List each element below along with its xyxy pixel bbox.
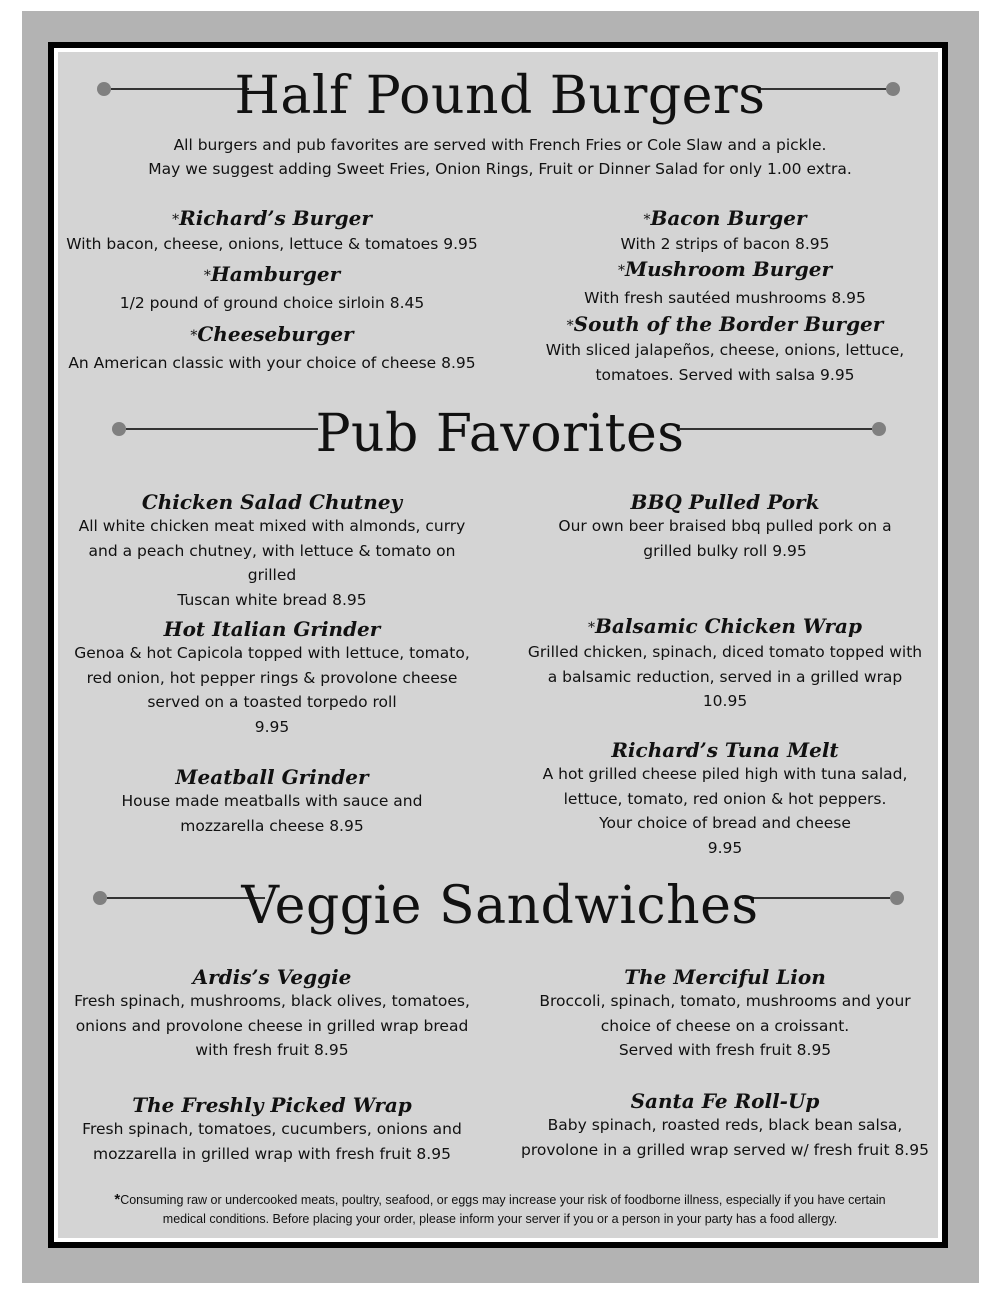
item-desc: 9.95: [707, 838, 743, 857]
section-title-pub-favorites: Pub Favorites: [315, 404, 685, 464]
item-name: [62, 322, 482, 348]
menu-item: [62, 965, 482, 1063]
item-desc: An American classic with your choice of cheese 8.95: [68, 354, 476, 372]
item-desc: onions and provolone cheese in grilled wrap bread: [75, 1016, 469, 1035]
footnote-line: [80, 1190, 920, 1210]
item-desc: a balsamic reduction, served in a grilled wrap: [547, 667, 903, 686]
section-title-veggie: Veggie Sandwiches: [241, 876, 759, 936]
menu-item: [520, 206, 930, 257]
item-title: Richard’s Burger: [179, 206, 372, 230]
allergy-star: *: [203, 268, 211, 284]
item-desc: Our own beer braised bbq pulled pork on a: [558, 517, 892, 535]
item-name: [520, 257, 930, 283]
menu-item: [520, 965, 930, 1063]
item-desc: served on a toasted torpedo roll: [147, 693, 397, 711]
menu-item: [62, 765, 482, 838]
intro-line: All burgers and pub favorites are served with French Fries or Cole Slaw and a pickle.: [173, 136, 827, 154]
menu-item: [62, 617, 482, 739]
item-desc: All white chicken meat mixed with almonds, curry: [78, 517, 466, 535]
allergy-footnote: [80, 1190, 920, 1229]
item-title: Cheeseburger: [197, 322, 354, 346]
item-desc: and a peach chutney, with lettuce & tomato on grilled: [88, 541, 456, 584]
menu-item: [520, 738, 930, 860]
item-title: Santa Fe Roll-Up: [630, 1089, 820, 1113]
allergy-star: *: [566, 318, 574, 334]
item-desc: Broccoli, spinach, tomato, mushrooms and your: [539, 992, 911, 1010]
item-title: The Freshly Picked Wrap: [132, 1093, 412, 1117]
menu-item: [62, 206, 482, 257]
item-title: South of the Border Burger: [573, 312, 884, 336]
item-title: Hot Italian Grinder: [163, 617, 381, 641]
item-desc: Genoa & hot Capicola topped with lettuce, tomato,: [74, 644, 470, 662]
item-desc: mozzarella cheese 8.95: [180, 816, 364, 835]
footnote-text: Consuming raw or undercooked meats, poultry, seafood, or eggs may increase your risk of foodborne illness, especially if you have certain: [120, 1193, 886, 1207]
item-desc: With sliced jalapeños, cheese, onions, lettuce,: [545, 341, 905, 359]
allergy-star: *: [588, 620, 596, 636]
item-title: Chicken Salad Chutney: [141, 490, 403, 514]
item-title: The Merciful Lion: [624, 965, 826, 989]
item-desc: 9.95: [254, 717, 290, 736]
item-title: Bacon Burger: [650, 206, 807, 230]
item-title: Meatball Grinder: [175, 765, 369, 789]
item-desc: mozzarella in grilled wrap with fresh fruit 8.95: [93, 1144, 451, 1163]
item-desc: tomatoes. Served with salsa 9.95: [595, 365, 855, 384]
item-title: Balsamic Chicken Wrap: [595, 614, 862, 638]
item-desc: choice of cheese on a croissant.: [600, 1016, 850, 1035]
allergy-star: *: [617, 263, 625, 279]
menu-item: [62, 322, 482, 376]
item-desc: Served with fresh fruit 8.95: [618, 1041, 832, 1059]
item-name: [520, 312, 930, 338]
section-title-burgers: Half Pound Burgers: [234, 66, 766, 126]
item-desc: with fresh fruit 8.95: [195, 1041, 349, 1059]
intro-line: May we suggest adding Sweet Fries, Onion Rings, Fruit or Dinner Salad for only 1.00 extra.: [148, 160, 852, 178]
menu-item: [62, 262, 482, 316]
item-desc: House made meatballs with sauce and: [121, 792, 423, 810]
menu-item: [520, 257, 930, 311]
item-name: [62, 262, 482, 288]
item-desc: Fresh spinach, tomatoes, cucumbers, onions and: [82, 1120, 462, 1138]
item-desc: 1/2 pound of ground choice sirloin 8.45: [119, 294, 425, 312]
item-desc: red onion, hot pepper rings & provolone cheese: [86, 668, 458, 687]
menu-item: [505, 1089, 945, 1162]
item-desc: With 2 strips of bacon 8.95: [620, 235, 830, 253]
footnote-star: *: [114, 1191, 121, 1208]
item-desc: Your choice of bread and cheese: [599, 814, 851, 832]
item-name: [520, 614, 930, 640]
item-desc: lettuce, tomato, red onion & hot peppers.: [563, 789, 887, 808]
item-desc: 10.95: [702, 692, 748, 710]
burgers-intro: [0, 133, 1000, 181]
menu-item: [520, 312, 930, 387]
item-title: Hamburger: [210, 262, 341, 286]
item-desc: With bacon, cheese, onions, lettuce & tomatoes 9.95: [66, 235, 478, 253]
item-title: Ardis’s Veggie: [192, 965, 352, 989]
item-desc: grilled bulky roll 9.95: [643, 541, 807, 560]
menu-item: [62, 1093, 482, 1166]
item-desc: A hot grilled cheese piled high with tuna salad,: [542, 765, 908, 783]
item-desc: Baby spinach, roasted reds, black bean salsa,: [547, 1116, 903, 1134]
allergy-star: *: [643, 212, 651, 228]
menu-item: [62, 490, 482, 612]
item-name: [520, 206, 930, 232]
item-desc: Grilled chicken, spinach, diced tomato topped with: [527, 643, 923, 661]
item-desc: Fresh spinach, mushrooms, black olives, tomatoes,: [74, 992, 470, 1010]
item-title: BBQ Pulled Pork: [630, 490, 820, 514]
item-name: [62, 206, 482, 232]
menu-item: [520, 614, 930, 714]
item-desc: provolone in a grilled wrap served w/ fresh fruit 8.95: [521, 1140, 929, 1159]
item-desc: Tuscan white bread 8.95: [177, 590, 367, 609]
item-title: Mushroom Burger: [624, 257, 833, 281]
menu-item: [520, 490, 930, 563]
item-desc: With fresh sautéed mushrooms 8.95: [584, 289, 866, 307]
allergy-star: *: [172, 212, 180, 228]
allergy-star: *: [190, 328, 198, 344]
footnote-line: medical conditions. Before placing your order, please inform your server if you or a person in your party has a food allergy.: [162, 1212, 838, 1226]
item-title: Richard’s Tuna Melt: [611, 738, 839, 762]
